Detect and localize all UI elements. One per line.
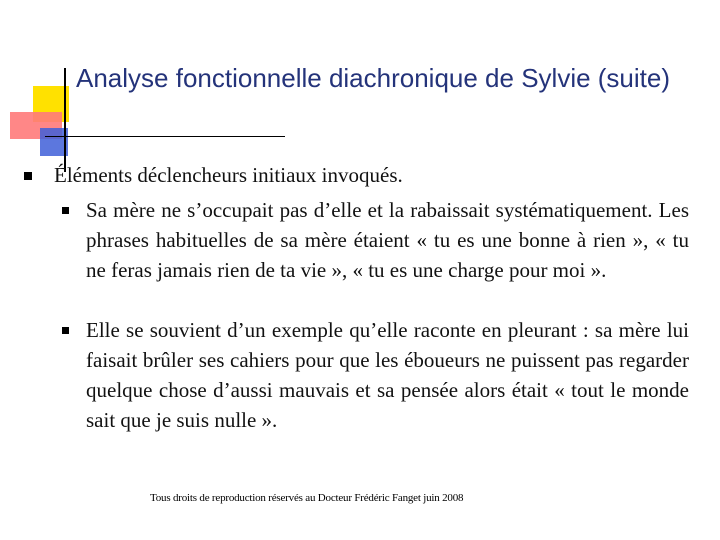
- sub-bullet-square-icon: [62, 327, 69, 334]
- bullet-square-icon: [24, 172, 32, 180]
- sub-bullet-text: Sa mère ne s’occupait pas d’elle et la rabaissait systématiquement. Les phrases habituelles de sa mère étaient « tu es une bonne à rien », « tu ne feras jamais rien de ta vie », « tu es une charge pour moi ».: [86, 198, 689, 282]
- sub-bullet-square-icon: [62, 207, 69, 214]
- decorative-vertical-line: [64, 68, 66, 172]
- main-bullet-text: Éléments déclencheurs initiaux invoqués.: [54, 163, 403, 187]
- decorative-horizontal-line: [45, 136, 285, 137]
- sub-bullet-text: Elle se souvient d’un exemple qu’elle raconte en pleurant : sa mère lui faisait brûler ses cahiers pour que les éboueurs ne puissent pas regarder quelque chose d’aussi mauvais et sa pensée alors était « tout le monde sait que je suis nulle ».: [86, 318, 689, 432]
- slide-title: Analyse fonctionnelle diachronique de Sylvie (suite): [76, 63, 671, 93]
- footer-copyright: Tous droits de reproduction réservés au Docteur Frédéric Fanget juin 2008: [150, 492, 464, 504]
